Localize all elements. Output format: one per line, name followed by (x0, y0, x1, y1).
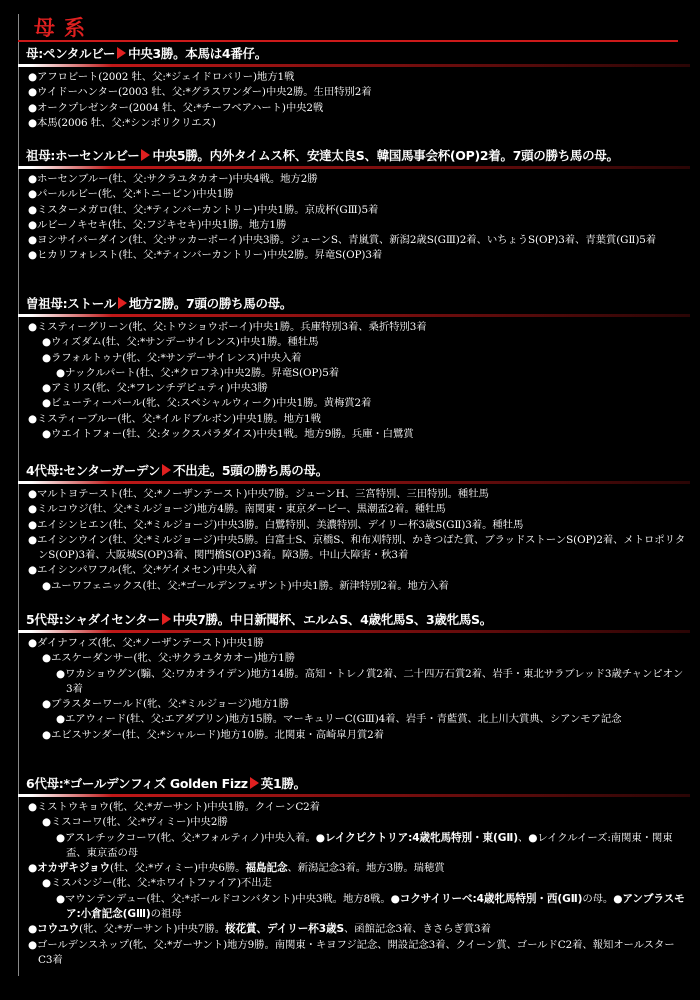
entry-text: ●アスレチックコーワ(牝、父:*フォルティノ)中央入着。 (56, 831, 316, 844)
entry-text: ●ミルコウジ(牡、父:*ミルジョージ)地方4勝。南関東・東京ダービー、黒潮盃2着。種牡馬 (28, 503, 446, 516)
offspring-entry (18, 712, 690, 727)
offspring-entry (18, 233, 690, 248)
section-fourth-dam (18, 459, 690, 594)
offspring-entry (18, 502, 690, 517)
section-summary: 英1勝。 (260, 776, 306, 791)
offspring-entry (18, 70, 690, 85)
offspring-entry (18, 579, 690, 594)
entry-text: レイクルイーズ:南関東・関東盃、東京盃の母 (66, 831, 673, 859)
entry-text: 、 (517, 831, 529, 844)
entry-text: ●ミスティーブルー(牝、父:*イルドブルボン)中央1勝。地方1戦 (28, 412, 321, 425)
entry-text: ●エスケーダンサー(牝、父:サクラユタカオー)地方1勝 (42, 652, 295, 665)
entry-text: 、函館記念3着、きさらぎ賞3着 (344, 923, 491, 936)
offspring-entry (18, 218, 690, 233)
section-summary: 地方2勝。7頭の勝ち馬の母。 (128, 296, 293, 311)
offspring-entry (18, 320, 690, 335)
highlight-text: 福島記念 (245, 862, 288, 875)
entry-text: ●ルビーノキセキ(牡、父:フジキセキ)中央1勝。地方1勝 (28, 218, 287, 231)
section-heading (18, 42, 690, 64)
offspring-entry (18, 487, 690, 502)
entry-text: ●ホーセンブルー(牡、父:サクラユタカオー)中央4戦。地方2勝 (28, 173, 318, 185)
entry-text: ●ミスターメガロ(牡、父:*ティンバーカントリー)中央1勝。京成杯(GⅢ)5着 (28, 203, 379, 216)
page-title: 母系 (34, 16, 94, 40)
red-triangle-icon (250, 777, 259, 789)
offspring-entry (18, 335, 690, 350)
highlight-text: ●レイクピクトリア:4歳牝馬特別・東(GⅡ) (315, 831, 518, 844)
offspring-entry (18, 396, 690, 411)
offspring-entry (18, 101, 690, 116)
section-summary: 不出走。5頭の勝ち馬の母。 (173, 463, 328, 478)
section-label: 曽祖母:ストール (26, 296, 116, 311)
entry-text: ●ヨシサイバーダイン(牡、父:サッカーボーイ)中央3勝。ジューンS、青嵐賞、新潟2歳S(GⅢ)2着、いちょうS(OP)3着、青葉賞(GⅡ)5着 (28, 234, 657, 247)
section-label: 祖母:ホーセンルビー (26, 148, 140, 163)
entry-text: の祖母 (150, 908, 182, 921)
entry-text: ●ウエイトフォー(牡、父:タックスパラダイス)中央1戦。地方9勝。兵庫・白鷺賞 (42, 428, 414, 441)
entry-text: ●ミストウキョウ(牝、父:*ガーサント)中央1勝。クイーンC2着 (28, 801, 320, 813)
offspring-list (18, 633, 690, 743)
entry-text: ●エイシンヒエン(牡、父:*ミルジョージ)中央3勝。白鷺特別、美濃特別、デイリー杯3歳S(GⅡ)3着。種牡馬 (28, 518, 524, 531)
highlight-text: ●コクサイリーベ:4歳牝馬特別・西(GⅡ) (390, 892, 583, 905)
highlight-text: ●コウユウ (28, 923, 80, 936)
offspring-entry (18, 366, 690, 381)
offspring-entry (18, 876, 690, 891)
entry-text: ●ミスパンジー(牝、父:*ホワイトファイア)不出走 (42, 877, 272, 890)
offspring-list (18, 484, 690, 594)
entry-text: ●ミスティーグリーン(牝、父:トウショウボーイ)中央1勝。兵庫特別3着、桑折特別3着 (28, 321, 427, 333)
entry-text: ●ヒカリフォレスト(牡、父:*ティンバーカントリー)中央2勝。昇竜S(OP)3着 (28, 249, 383, 262)
section-summary: 中央7勝。中日新聞杯、エルムS、4歳牝馬S、3歳牝馬S。 (172, 612, 492, 627)
section-divider (18, 630, 690, 633)
section-divider (18, 794, 690, 797)
page-header (18, 14, 678, 42)
section-label: 6代母:*ゴールデンフィズ Golden Fizz (26, 776, 248, 791)
entry-text: ●本馬(2006 牡、父:*シンボリクリエス) (28, 116, 216, 129)
entry-text: ●エアウィード(牡、父:エアダブリン)地方15勝。マーキュリーC(GⅢ)4着、岩手・青藍賞、北上川大賞典、シアンモア記念 (56, 713, 622, 726)
section-label: 母:ペンタルビー (26, 46, 116, 61)
section-heading (18, 608, 690, 630)
offspring-entry (18, 667, 690, 698)
offspring-entry (18, 563, 690, 578)
offspring-entry (18, 651, 690, 666)
section-sixth-dam (18, 772, 690, 968)
offspring-entry (18, 427, 690, 442)
red-triangle-icon (162, 464, 171, 476)
offspring-entry (18, 800, 690, 815)
highlight-text: ●アンブラスモア:小倉記念(GⅢ) (66, 892, 685, 921)
section-label: 4代母:センターガーデン (26, 463, 161, 478)
offspring-entry (18, 412, 690, 427)
entry-text: ●ブラスターワールド(牝、父:*ミルジョージ)地方1勝 (42, 698, 289, 711)
offspring-entry (18, 892, 690, 923)
offspring-entry (18, 533, 690, 564)
offspring-entry (18, 116, 690, 131)
offspring-list (18, 317, 690, 442)
section-fifth-dam (18, 608, 690, 743)
entry-text: ●マウンテンデュー(牡、父:*ボールドコンバタント)中央3戦。地方8戦。 (56, 892, 391, 905)
offspring-entry (18, 938, 690, 969)
offspring-entry (18, 203, 690, 218)
offspring-entry (18, 922, 690, 937)
section-second-dam (18, 144, 690, 264)
entry-text: ●パールルビー(牝、父:*トニービン)中央1勝 (28, 188, 234, 201)
entry-text: ●ウィズダム(牡、父:*サンデーサイレンス)中央1勝。種牡馬 (42, 336, 319, 349)
section-divider (18, 481, 690, 484)
offspring-entry (18, 187, 690, 202)
offspring-entry (18, 351, 690, 366)
section-heading (18, 144, 690, 166)
entry-text: ●ワカショウグン(騸、父:ワカオライデン)地方14勝。高知・トレノ賞2着、二十四万石賞2着、岩手・東北サラブレッド3歳チャンピオン3着 (56, 667, 684, 695)
entry-text: (牝、父:*ガーサント)中央7勝。 (79, 923, 226, 936)
offspring-entry (18, 85, 690, 100)
highlight-text: ●オカザキジョウ (28, 862, 110, 875)
section-dam (18, 42, 690, 131)
entry-text: ●エイシンパワフル(牝、父:*ゲイメセン)中央入着 (28, 564, 257, 577)
offspring-entry (18, 248, 690, 263)
red-triangle-icon (118, 297, 127, 309)
section-label: 5代母:シャダイセンター (26, 612, 160, 627)
offspring-entry (18, 815, 690, 830)
red-triangle-icon (141, 149, 150, 161)
red-triangle-icon (162, 613, 171, 625)
entry-text: ●ゴールデンスネップ(牝、父:*ガーサント)地方9勝。南関東・キヨフジ記念、開設記念3着、クイーン賞、ゴールドC2着、報知オールスターC3着 (28, 938, 675, 966)
entry-text: ●アフロビート(2002 牡、父:*ジェイドロバリー)地方1戦 (28, 71, 295, 83)
offspring-entry (18, 518, 690, 533)
offspring-entry (18, 861, 690, 876)
entry-text: ●ユーワフェニックス(牡、父:*ゴールデンフェザント)中央1勝。新津特別2着。地方入着 (42, 579, 449, 592)
entry-text: ●エイシンウイン(牡、父:*ミルジョージ)中央5勝。白富士S、京橋S、和布刈特別、かきつばた賞、ブラッドストーンS(OP)2着、メトロポリタンS(OP)3着、大阪城S(OP)3着、関門橋S(OP)3着。障3勝。中山大障害・秋3着 (28, 533, 686, 562)
offspring-list (18, 67, 690, 131)
section-third-dam (18, 292, 690, 442)
entry-text: ●エビスサンダー(牡、父:*シャルード)地方10勝。北関東・高崎皐月賞2着 (42, 728, 384, 741)
section-heading (18, 292, 690, 314)
offspring-list (18, 169, 690, 264)
offspring-entry (18, 381, 690, 396)
section-divider (18, 166, 690, 169)
section-summary: 中央5勝。内外タイムス杯、安達太良S、韓国馬事会杯(OP)2着。7頭の勝ち馬の母。 (152, 148, 619, 163)
entry-text: 、新潟記念3着。地方3勝。瑞穂賞 (287, 862, 445, 875)
entry-text: ●ビューティーパール(牝、父:スペシャルウィーク)中央1勝。黄梅賞2着 (42, 397, 372, 410)
section-heading (18, 772, 690, 794)
entry-text: ●ダイナフィズ(牝、父:*ノーザンテースト)中央1勝 (28, 637, 264, 649)
entry-text: ●ナックルパート(牡、父:*クロフネ)中央2勝。昇竜S(OP)5着 (56, 366, 340, 379)
offspring-entry (18, 172, 690, 187)
offspring-entry (18, 697, 690, 712)
entry-text: ●ミスコーワ(牝、父:*ヴィミー)中央2勝 (42, 816, 228, 829)
offspring-entry (18, 728, 690, 743)
entry-text: ●ラフォルトゥナ(牝、父:*サンデーサイレンス)中央入着 (42, 351, 302, 364)
highlight-text: 桜花賞、デイリー杯3歳S (225, 923, 345, 936)
highlight-text: ● (528, 831, 538, 844)
section-divider (18, 314, 690, 317)
entry-text: ●アミリス(牝、父:*フレンチデピュティ)中央3勝 (42, 382, 268, 395)
entry-text: の母。 (582, 892, 614, 905)
section-divider (18, 64, 690, 67)
offspring-entry (18, 636, 690, 651)
offspring-entry (18, 831, 690, 862)
entry-text: (牡、父:*ヴィミー)中央6勝。 (109, 862, 246, 875)
red-triangle-icon (117, 47, 126, 59)
section-heading (18, 459, 690, 481)
section-summary: 中央3勝。本馬は4番仔。 (128, 46, 267, 61)
entry-text: ●オークプレゼンター(2004 牡、父:*チーフベアハート)中央2戦 (28, 101, 324, 114)
offspring-list (18, 797, 690, 968)
entry-text: ●ウイドーハンター(2003 牡、父:*グラスワンダー)中央2勝。生田特別2着 (28, 86, 372, 99)
entry-text: ●マルトヨテースト(牡、父:*ノーザンテースト)中央7勝。ジューンH、三宮特別、三田特別。種牡馬 (28, 488, 489, 500)
